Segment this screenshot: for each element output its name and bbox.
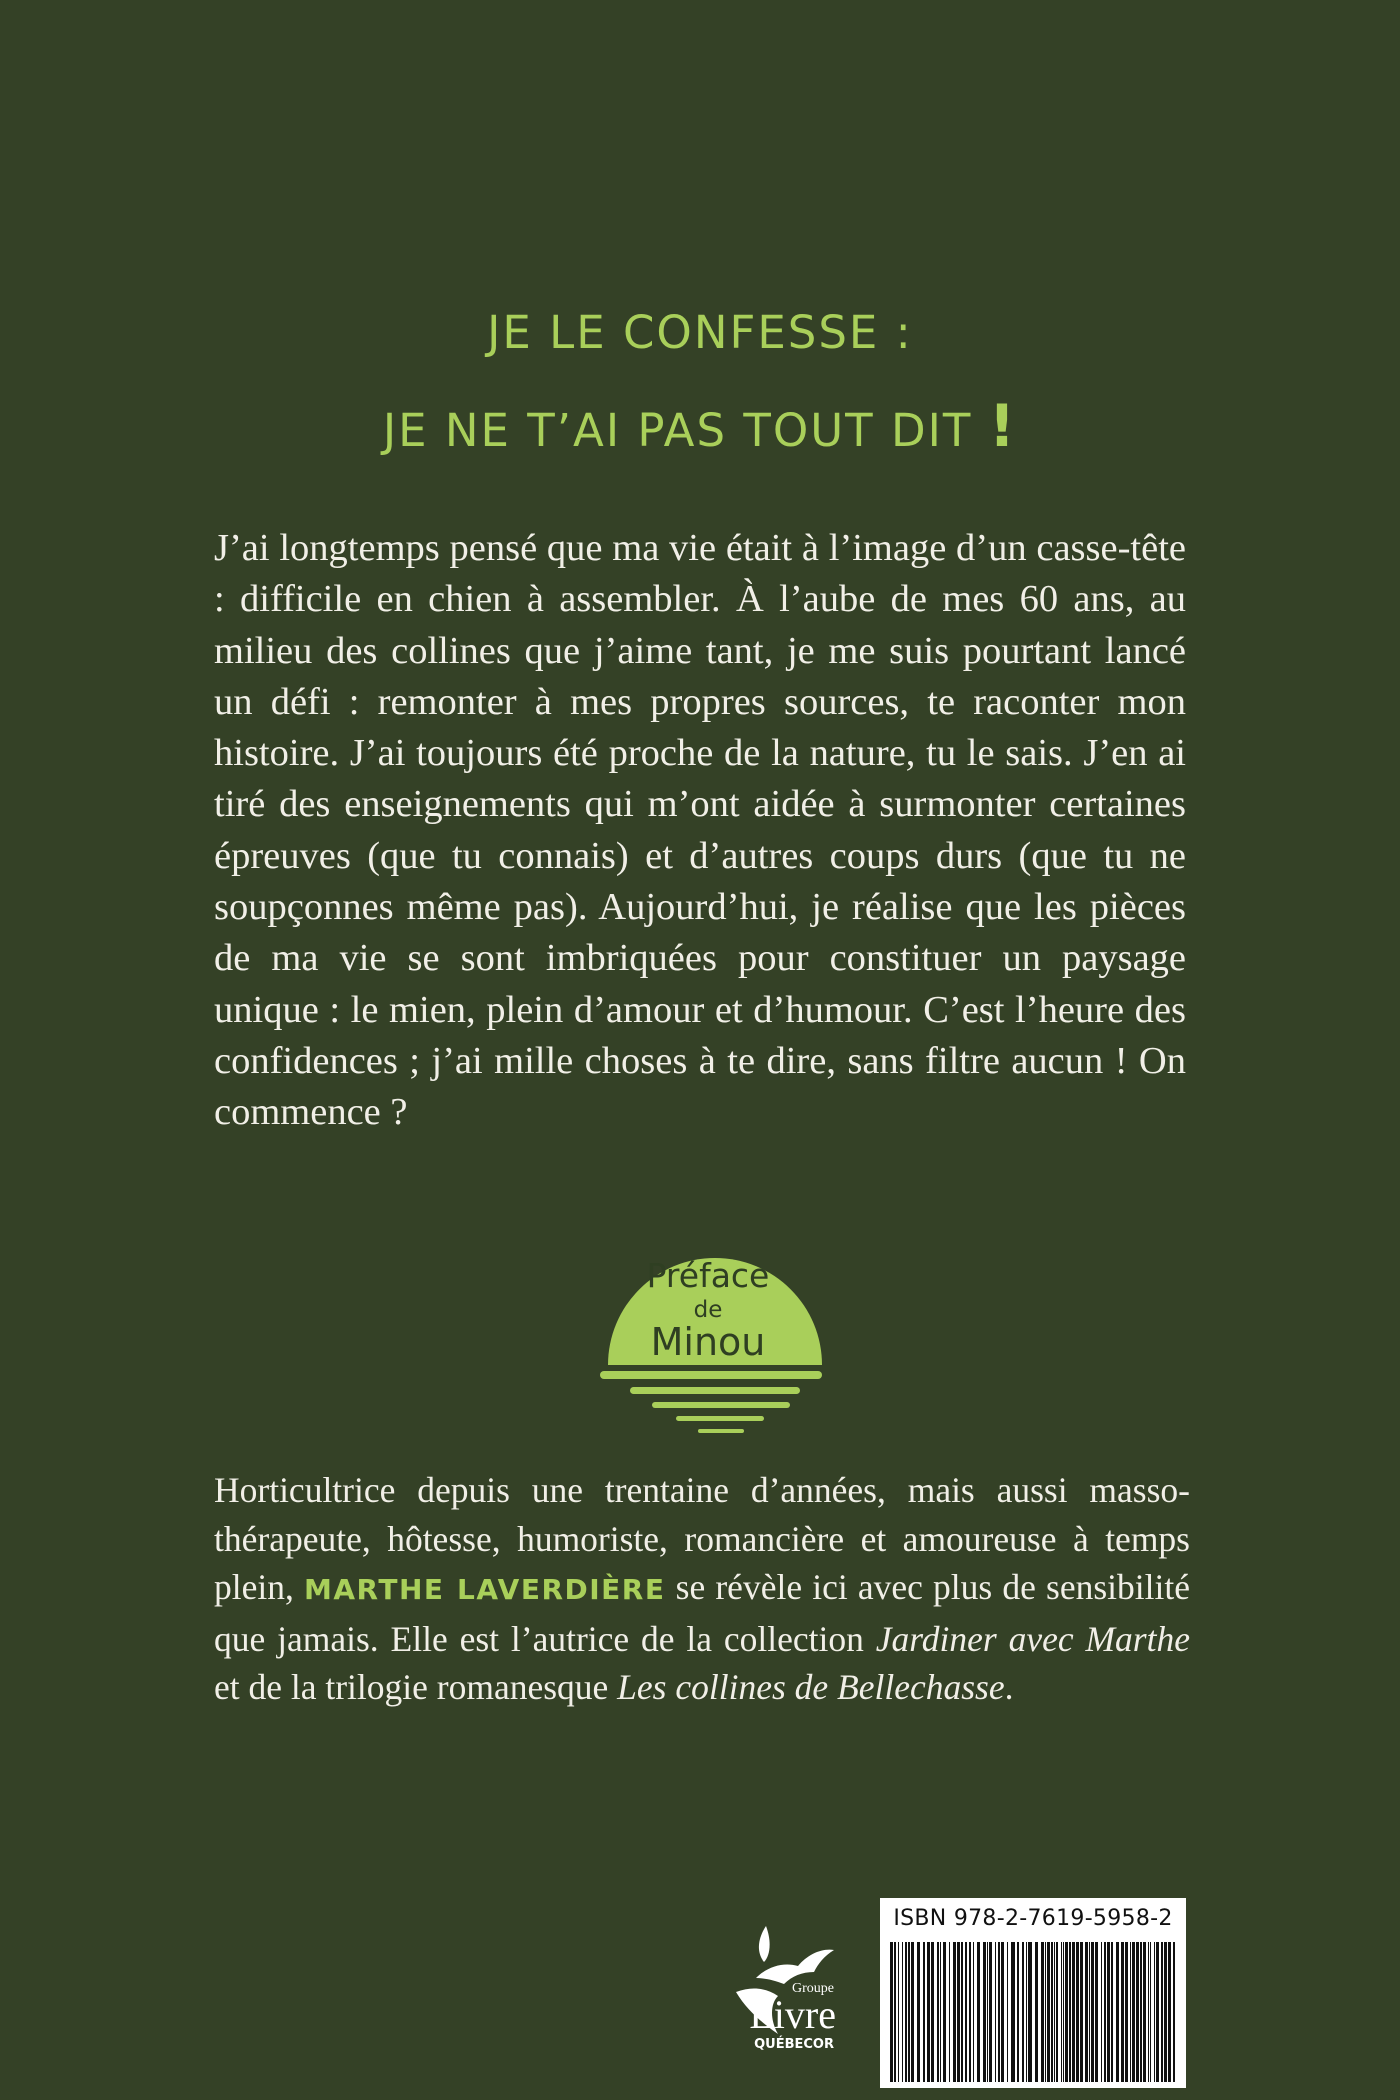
publisher-leaf-icon — [759, 1926, 770, 1962]
barcode-bar — [1085, 1942, 1088, 2082]
barcode-bar — [995, 1942, 996, 2082]
headline-line-2 — [0, 392, 1400, 460]
barcode-bar — [890, 1942, 893, 2082]
barcode-bar — [1104, 1942, 1106, 2082]
barcode-bar — [983, 1942, 986, 2082]
barcode-bar — [1116, 1942, 1119, 2082]
barcode-bar — [1026, 1942, 1027, 2082]
bio-text-1: Horticultrice depuis une trentaine d’années, mais aussi masso-thérapeute, hôtesse, humoriste, romancière et amoureuse à temps plein, — [214, 1470, 1190, 1607]
barcode-bar — [1035, 1942, 1038, 2082]
barcode — [888, 1942, 1178, 2082]
barcode-bar — [1101, 1942, 1102, 2082]
barcode-bar — [987, 1942, 988, 2082]
barcode-bar — [1173, 1942, 1175, 2082]
barcode-bar — [898, 1942, 899, 2082]
barcode-bar — [1065, 1942, 1068, 2082]
barcode-bar — [902, 1942, 903, 2082]
barcode-bar — [969, 1942, 971, 2082]
back-cover-blurb: J’ai longtemps pensé que ma vie était à l’image d’un casse-tête : difficile en chien à assembler. À l’aube de mes 60 ans, au milieu des collines que j’aime tant, je me suis pourtant lancé un défi : remonter à mes propres sources, te raconter mon histoire. J’ai toujours été proche de la nature, tu le sais. J’en ai tiré des enseignements qui m’ont aidée à surmonter certaines épreuves (que tu connais) et d’autres coups durs (que tu ne soupçonnes même pas). Aujourd’hui, je réalise que les pièces de ma vie se sont imbriquées pour constituer un paysage unique : le mien, plein d’amour et d’humour. C’est l’heure des confidences ; j’ai mille choses à te dire, sans filtre aucun ! On commence ? — [214, 527, 1186, 1134]
barcode-bar — [965, 1942, 967, 2082]
barcode-bar — [1080, 1942, 1083, 2082]
barcode-bar — [943, 1942, 946, 2082]
barcode-bar — [1095, 1942, 1098, 2082]
barcode-bar — [973, 1942, 974, 2082]
barcode-bar — [917, 1942, 920, 2082]
barcode-bar — [1061, 1942, 1062, 2082]
badge-reflection-2 — [630, 1387, 800, 1394]
barcode-bar — [1001, 1942, 1004, 2082]
exclamation-mark: ! — [988, 392, 1018, 460]
barcode-bar — [1148, 1942, 1149, 2082]
barcode-bar — [1132, 1942, 1135, 2082]
barcode-bar — [1140, 1942, 1142, 2082]
barcode-bar — [931, 1942, 934, 2082]
publisher-line-2: Livre — [749, 1992, 836, 2037]
barcode-bar — [1143, 1942, 1146, 2082]
publisher-logo — [726, 1916, 866, 2076]
badge-reflection-4 — [676, 1416, 764, 1421]
badge-line-2: de — [693, 1297, 723, 1323]
barcode-bar — [1130, 1942, 1131, 2082]
barcode-bar — [937, 1942, 939, 2082]
bio-text-4: . — [1004, 1667, 1014, 1707]
headline-line-1: JE LE CONFESSE : — [487, 306, 913, 359]
barcode-area — [880, 1898, 1186, 2088]
barcode-bar — [957, 1942, 960, 2082]
barcode-bar — [1154, 1942, 1155, 2082]
barcode-bar — [1017, 1942, 1019, 2082]
barcode-bar — [1028, 1942, 1032, 2082]
barcode-bar — [1076, 1942, 1079, 2082]
barcode-bar — [911, 1942, 914, 2082]
barcode-bar — [905, 1942, 907, 2082]
barcode-bar — [1041, 1942, 1044, 2082]
barcode-bar — [953, 1942, 956, 2082]
barcode-bar — [949, 1942, 950, 2082]
barcode-bar — [961, 1942, 963, 2082]
barcode-bar — [923, 1942, 925, 2082]
barcode-bar — [977, 1942, 980, 2082]
barcode-bar — [1161, 1942, 1163, 2082]
barcode-bar — [1168, 1942, 1171, 2082]
bio-text-2: se révèle ici avec plus de sensibilité que jamais. Elle est l’autrice de la collection — [214, 1567, 1190, 1659]
author-name: MARTHE LAVERDIÈRE — [304, 1573, 666, 1606]
barcode-bar — [1069, 1942, 1071, 2082]
publisher-line-3: QUÉBECOR — [754, 2037, 834, 2052]
preface-badge — [590, 1205, 840, 1445]
barcode-bar — [1072, 1942, 1075, 2082]
barcode-bar — [989, 1942, 992, 2082]
collection-title: Jardiner avec Marthe — [875, 1618, 1190, 1659]
barcode-bar — [1051, 1942, 1053, 2082]
barcode-bar — [1022, 1942, 1024, 2082]
badge-reflection-1 — [600, 1371, 822, 1379]
headline-line-2-text: JE NE T’AI PAS TOUT DIT — [382, 404, 989, 457]
isbn-number: ISBN 978-2-7619-5958-2 — [893, 1906, 1173, 1931]
trilogy-title: Les collines de Bellechasse — [617, 1667, 1005, 1707]
badge-line-1: Préface — [646, 1256, 770, 1295]
barcode-bar — [1091, 1942, 1094, 2082]
barcode-bar — [1156, 1942, 1159, 2082]
barcode-bar — [1150, 1942, 1151, 2082]
barcode-bar — [1164, 1942, 1167, 2082]
barcode-bar — [1136, 1942, 1139, 2082]
barcode-bar — [894, 1942, 896, 2082]
barcode-bar — [1089, 1942, 1090, 2082]
barcode-bar — [998, 1942, 1000, 2082]
barcode-bar — [927, 1942, 930, 2082]
barcode-bar — [1047, 1942, 1050, 2082]
barcode-bar — [1045, 1942, 1046, 2082]
author-bio — [214, 1466, 1190, 1712]
barcode-bar — [1011, 1942, 1015, 2082]
barcode-bar — [1111, 1942, 1113, 2082]
bio-text-3: et de la trilogie romanesque — [214, 1667, 618, 1707]
barcode-bar — [1121, 1942, 1124, 2082]
badge-reflection-5 — [698, 1429, 744, 1433]
barcode-bar — [1056, 1942, 1058, 2082]
barcode-bar — [908, 1942, 910, 2082]
badge-line-3: Minou — [650, 1320, 766, 1364]
publisher-line-1: Groupe — [792, 1981, 834, 1996]
barcode-bar — [1107, 1942, 1110, 2082]
barcode-bar — [1007, 1942, 1008, 2082]
badge-reflection-3 — [652, 1402, 790, 1408]
barcode-bar — [940, 1942, 941, 2082]
barcode-bar — [1125, 1942, 1128, 2082]
barcode-bar — [1063, 1942, 1064, 2082]
barcode-bar — [1054, 1942, 1055, 2082]
